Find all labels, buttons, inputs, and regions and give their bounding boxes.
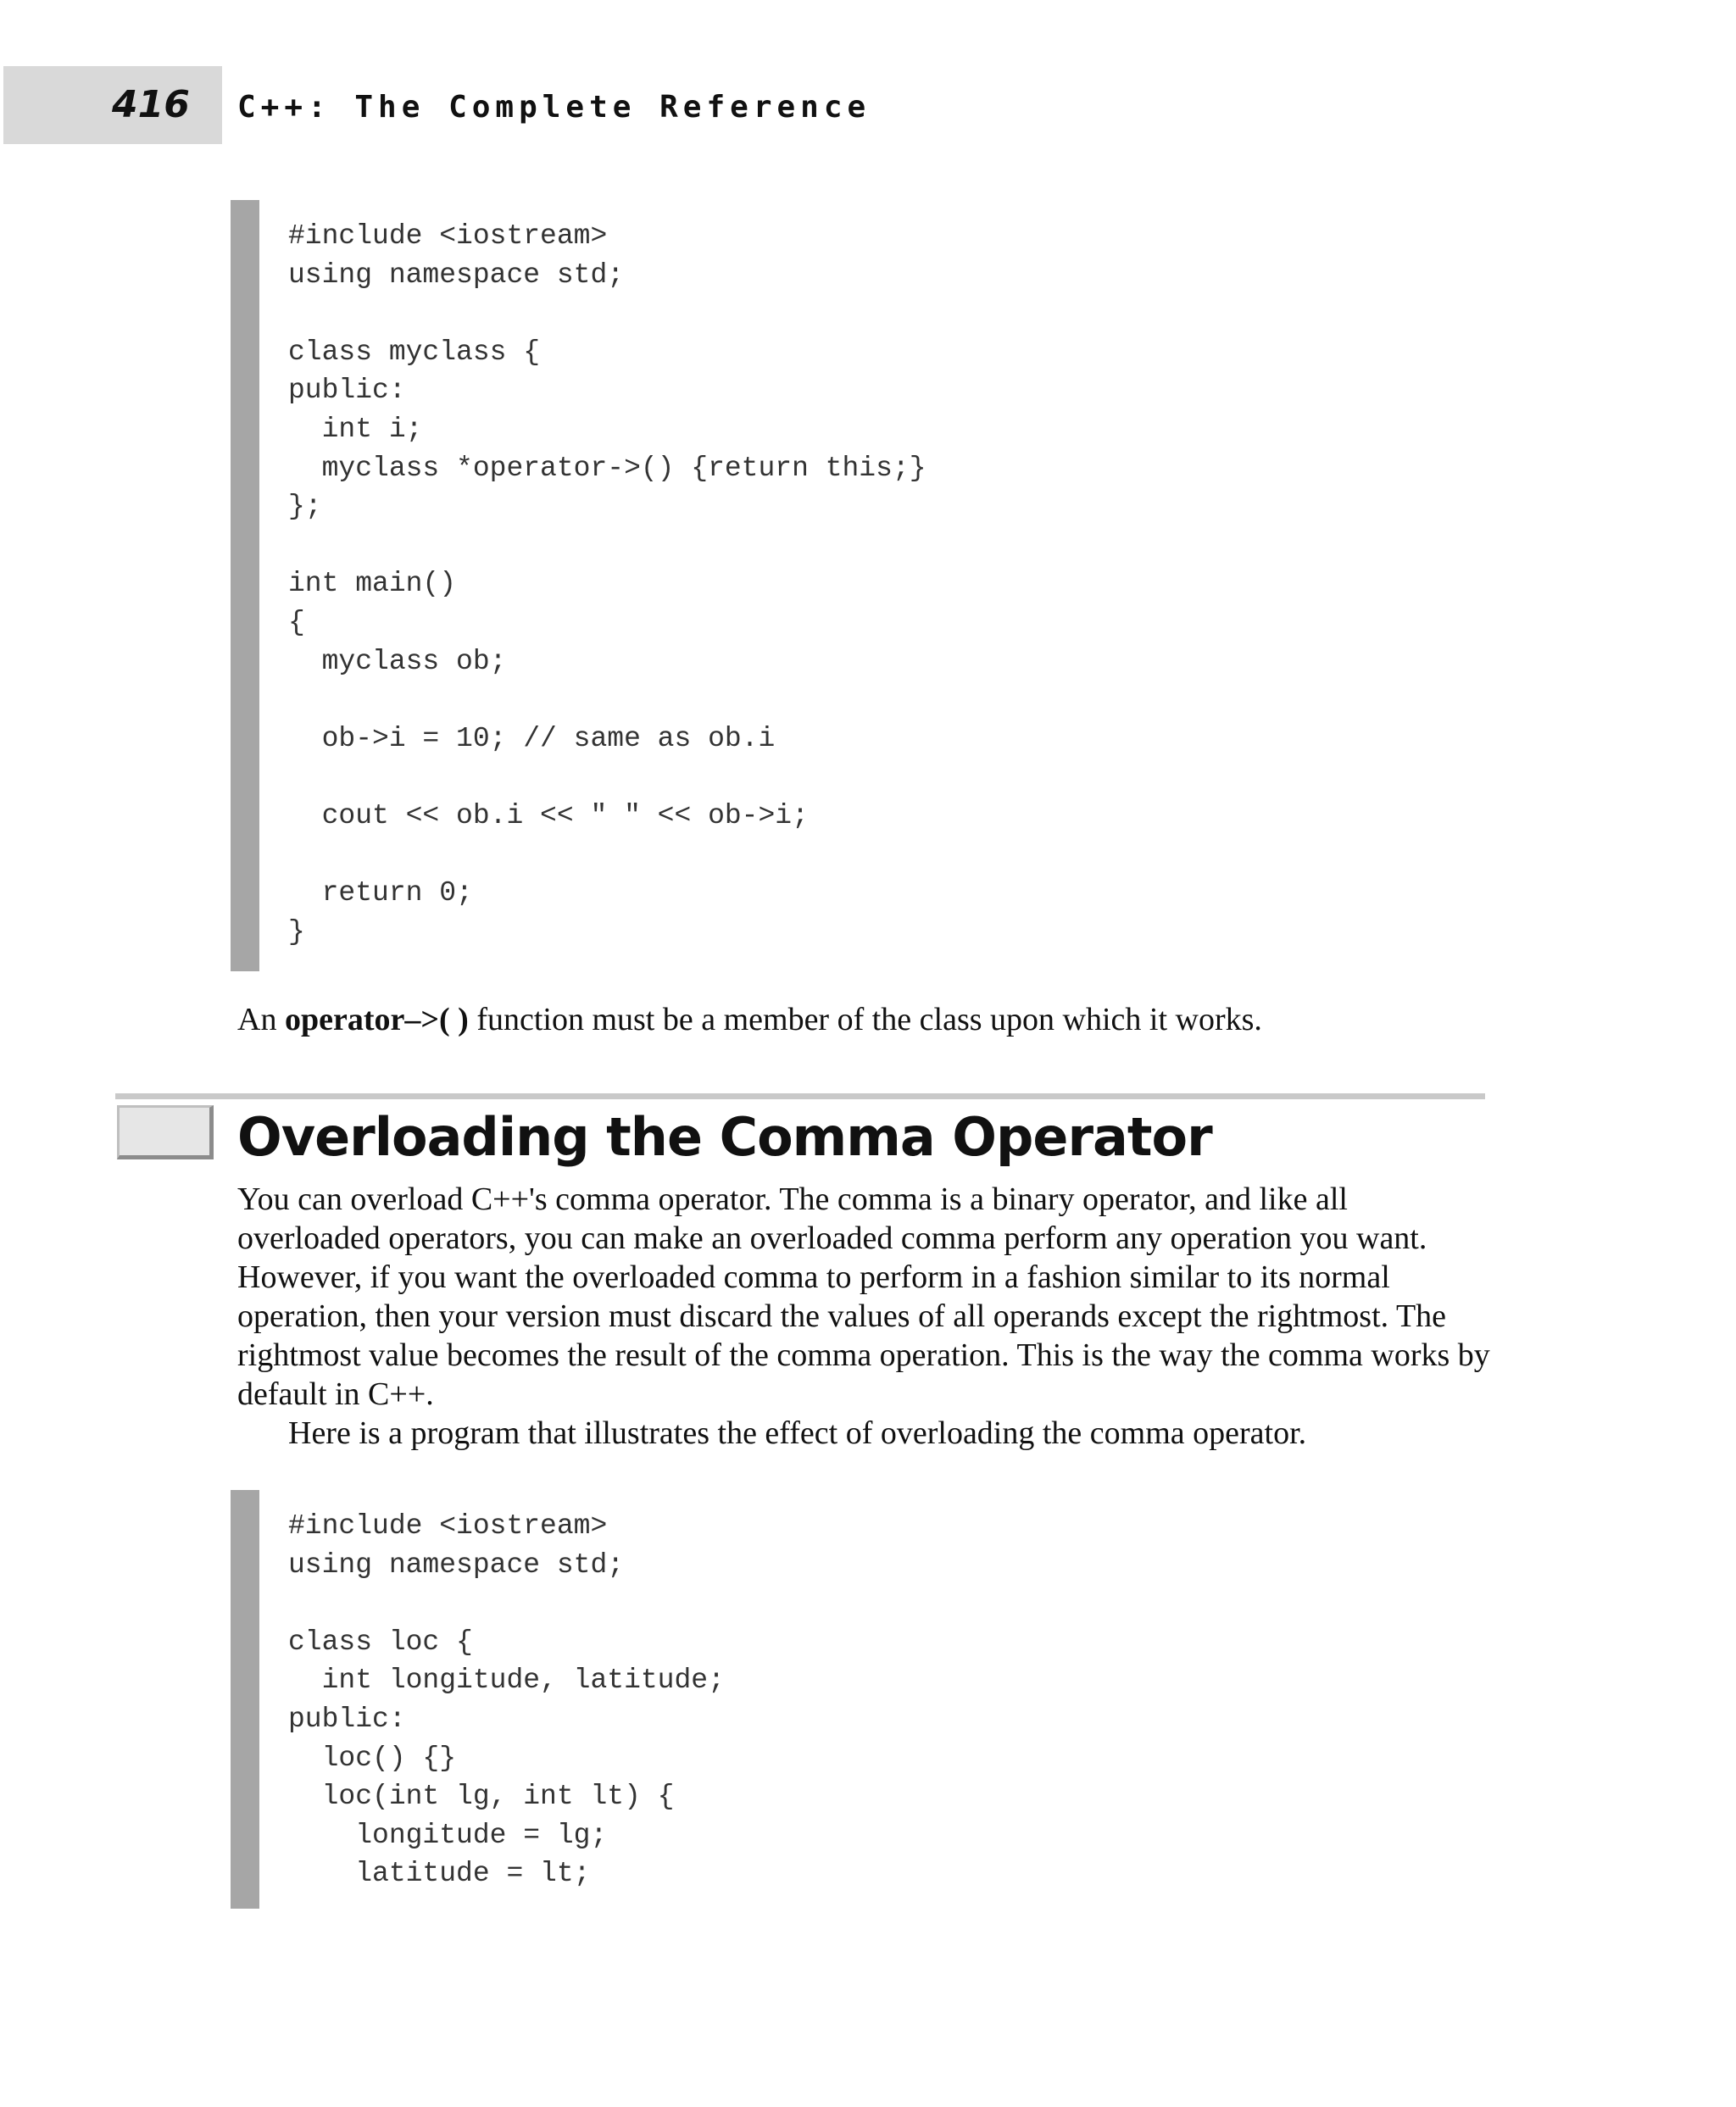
running-title: C++: The Complete Reference [237,90,871,125]
note-text-before: An [237,1002,285,1037]
code-block-2: #include <iostream> using namespace std; class loc { int longitude, latitude; public: loc() {} loc(int lg, int lt) { longitude = lg; latitude = lt; [288,1510,725,1890]
body-paragraph-1: You can overload C++'s comma operator. The comma is a binary operator, and like all overloaded operators, you can make an overloaded comma perform any operation you want. However, if you want the overloaded comma to perform in a fashion similar to its normal operation, then your version must discard the values of all operands except the rightmost. The rightmost value becomes the result of the comma operation. This is the way the comma works by default in C++. [237,1181,1490,1412]
code-block-1-bar [231,200,259,971]
code-block-2-bar [231,1490,259,1909]
body-paragraph-2: Here is a program that illustrates the effect of overloading the comma operator. [288,1415,1307,1451]
note-text-after: function must be a member of the class upon which it works. [468,1002,1262,1037]
page-number: 416 [112,83,190,126]
section-marker [117,1105,214,1159]
section-heading: Overloading the Comma Operator [237,1106,1212,1168]
code-block-1: #include <iostream> using namespace std; class myclass { public: int i; myclass *operator->() {return this;} }; int main() { myclass ob; ob->i = 10; // same as ob.i cout << ob.i << " " << ob->i; return 0; } [288,220,926,948]
section-rule [115,1093,1485,1099]
note-operator-name: operator–>( ) [284,1002,469,1037]
operator-arrow-note [237,1000,1492,1039]
